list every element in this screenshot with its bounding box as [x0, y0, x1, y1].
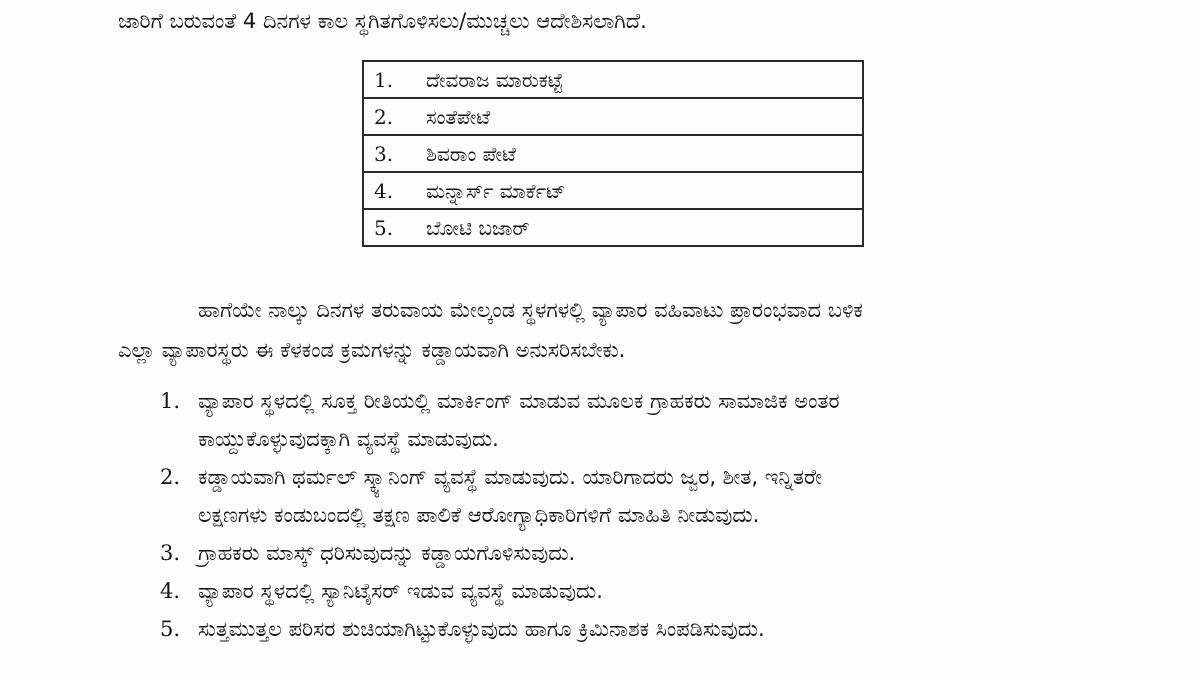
rule-number: 2. — [160, 465, 181, 489]
instruction-paragraph — [118, 290, 1118, 370]
market-name: ಮನ್ನಾರ್ಸ್ ಮಾರ್ಕೆಟ್ — [414, 172, 863, 209]
market-name: ಸಂತೆಪೇಟೆ — [414, 98, 863, 135]
table-row — [363, 172, 863, 209]
paragraph-line: ಎಲ್ಲಾ ವ್ಯಾಪಾರಸ್ಥರು ಈ ಕೆಳಕಂಡ ಕ್ರಮಗಳನ್ನು ಕಡ್ಡಾಯವಾಗಿ ಅನುಸರಿಸಬೇಕು. — [118, 338, 626, 362]
market-name: ಶಿವರಾಂ ಪೇಟೆ — [414, 135, 863, 172]
list-item — [160, 458, 1120, 534]
market-number: 4. — [363, 172, 414, 209]
market-number: 5. — [363, 209, 414, 246]
market-number: 3. — [363, 135, 414, 172]
market-number: 1. — [363, 61, 414, 98]
rule-text: ಗ್ರಾಹಕರು ಮಾಸ್ಕ್ ಧರಿಸುವುದನ್ನು ಕಡ್ಡಾಯಗೊಳಿಸುವುದು. — [198, 541, 576, 565]
rule-text: ವ್ಯಾಪಾರ ಸ್ಥಳದಲ್ಲಿ ಸೂಕ್ತ ರೀತಿಯಲ್ಲಿ ಮಾರ್ಕಿಂಗ್ ಮಾಡುವ ಮೂಲಕ ಗ್ರಾಹಕರು ಸಾಮಾಜಿಕ ಅಂತರ — [198, 389, 840, 413]
rule-number: 3. — [160, 541, 181, 565]
list-item — [160, 534, 1120, 572]
table-row — [363, 98, 863, 135]
list-item — [160, 610, 1120, 648]
rule-number: 5. — [160, 617, 181, 641]
table-row — [363, 61, 863, 98]
market-name: ಬೋಟಿ ಬಜಾರ್ — [414, 209, 863, 246]
list-item — [160, 382, 1120, 458]
paragraph-line: ಹಾಗೆಯೇ ನಾಲ್ಕು ದಿನಗಳ ತರುವಾಯ ಮೇಲ್ಕಂಡ ಸ್ಥಳಗಳಲ್ಲಿ ವ್ಯಾಪಾರ ವಹಿವಾಟು ಪ್ರಾರಂಭವಾದ ಬಳಿಕ — [198, 298, 863, 322]
list-item — [160, 572, 1120, 610]
rule-text: ಸುತ್ತಮುತ್ತಲ ಪರಿಸರ ಶುಚಿಯಾಗಿಟ್ಟುಕೊಳ್ಳುವುದು ಹಾಗೂ ಕ್ರಿಮಿನಾಶಕ ಸಿಂಪಡಿಸುವುದು. — [198, 617, 765, 641]
market-name: ದೇವರಾಜ ಮಾರುಕಟ್ಟೆ — [414, 61, 863, 98]
rule-number: 1. — [160, 389, 181, 413]
rule-text: ಕಾಯ್ದುಕೊಳ್ಳುವುದಕ್ಕಾಗಿ ವ್ಯವಸ್ಥೆ ಮಾಡುವುದು. — [198, 427, 499, 451]
rule-text: ಕಡ್ಡಾಯವಾಗಿ ಥರ್ಮಲ್ ಸ್ಕ್ಯಾನಿಂಗ್ ವ್ಯವಸ್ಥೆ ಮಾಡುವುದು. ಯಾರಿಗಾದರು ಜ್ವರ, ಶೀತ, ಇನ್ನಿತರೇ — [198, 465, 823, 489]
rule-number: 4. — [160, 579, 181, 603]
rule-text: ವ್ಯಾಪಾರ ಸ್ಥಳದಲ್ಲಿ ಸ್ಯಾನಿಟೈಸರ್ ಇಡುವ ವ್ಯವಸ್ಥೆ ಮಾಡುವುದು. — [198, 579, 603, 603]
rule-text: ಲಕ್ಷಣಗಳು ಕಂಡುಬಂದಲ್ಲಿ ತಕ್ಷಣ ಪಾಲಿಕೆ ಆರೋಗ್ಯಾಧಿಕಾರಿಗಳಿಗೆ ಮಾಹಿತಿ ನೀಡುವುದು. — [198, 503, 760, 527]
table-row — [363, 135, 863, 172]
table-row — [363, 209, 863, 246]
rules-list — [160, 382, 1120, 648]
markets-table — [362, 60, 864, 247]
intro-line: ಜಾರಿಗೆ ಬರುವಂತೆ 4 ದಿನಗಳ ಕಾಲ ಸ್ಥಗಿತಗೊಳಿಸಲು/ಮುಚ್ಚಲು ಆದೇಶಿಸಲಾಗಿದೆ. — [118, 9, 647, 33]
market-number: 2. — [363, 98, 414, 135]
